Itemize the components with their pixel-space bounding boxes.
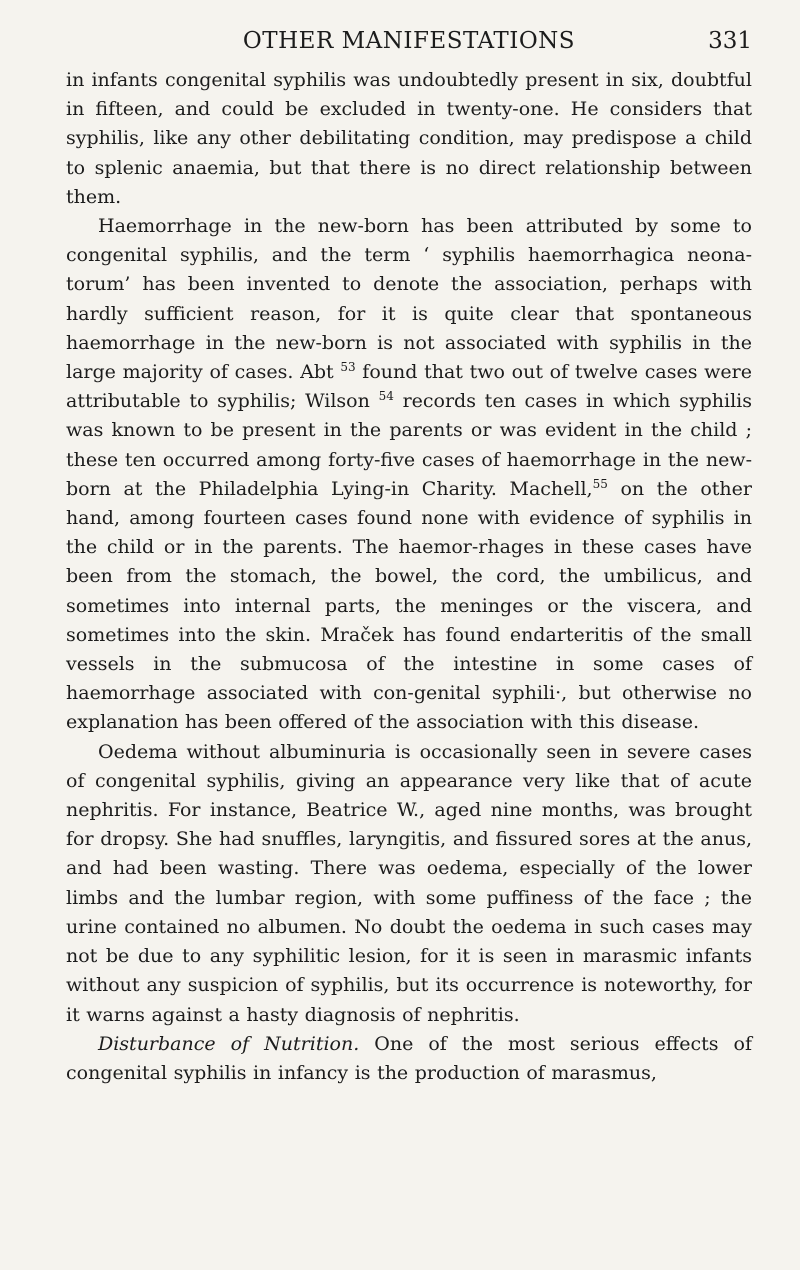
paragraph-2-part-d: on the other hand, among fourteen cases found none with evidence of syphilis in the child or in the parents. The haemor-rhages in these cases have been from the stomach, the bowel, the cord, the umbilicus, and sometimes into internal parts, the meninges or the viscera, and sometimes into the skin. Mraček has found endarteritis of the small vessels in the submucosa of the intestine in some cases of haemorrhage associated with con-genital syphili·, but otherwise no explanation has been offered of the association with this disease. [66,477,752,734]
footnote-ref-53: 53 [340,360,356,375]
paragraph-2-part-c: records ten cases in which syphilis was known to be present in the parents or was evident in the child ; these ten occurred among forty-five cases of haemorrhage in the new-born at the Philadelphia Lying-in Charity. Machell, [66,390,752,500]
paragraph-1: in infants congenital syphilis was undoubtedly present in six, doubtful in fifteen, and could be excluded in twenty-one. He considers that syphilis, like any other debilitating condition, may predispose a child to splenic anaemia, but that there is no direct relationship between them. [66,69,752,208]
paragraph-4-text: One of the most serious effects of congenital syphilis in infancy is the production of marasmus, [66,1032,753,1084]
footnote-ref-55: 55 [592,476,608,491]
section-heading: Disturbance of Nutrition. [98,1032,360,1055]
page-number: 331 [708,28,752,54]
paragraph-2-part-a: Haemorrhage in the new-born has been attributed by some to congenital syphilis, and the term ‘ syphilis haemorrhagica neona-torum’ has been invented to denote the association, perhaps with hardly sufficient reason, for it is quite clear that spontaneous haemorrhage in the new-born is not associated with syphilis in the large majority of cases. Abt [66,215,752,384]
running-head-title: OTHER MANIFESTATIONS [242,28,576,54]
book-page [66,28,752,1088]
running-head [66,28,752,66]
paragraph-4 [66,1030,752,1088]
paragraph-2-part-b: found that two out of twelve cases were attributable to syphilis; Wilson [66,361,752,413]
body-text [66,66,752,1088]
paragraph-3: Oedema without albuminuria is occasionally seen in severe cases of congenital syphilis, giving an appearance very like that of acute nephritis. For instance, Beatrice W., aged nine months, was brought for dropsy. She had snuffles, laryngitis, and fissured sores at the anus, and had been wasting. There was oedema, especially of the lower limbs and the lumbar region, with some puffiness of the face ; the urine contained no albumen. No doubt the oedema in such cases may not be due to any syphilitic lesion, for it is seen in marasmic infants without any suspicion of syphilis, but its occurrence is noteworthy, for it warns against a hasty diagnosis of nephritis. [66,740,752,1026]
footnote-ref-54: 54 [378,389,394,404]
paragraph-2 [66,212,752,738]
